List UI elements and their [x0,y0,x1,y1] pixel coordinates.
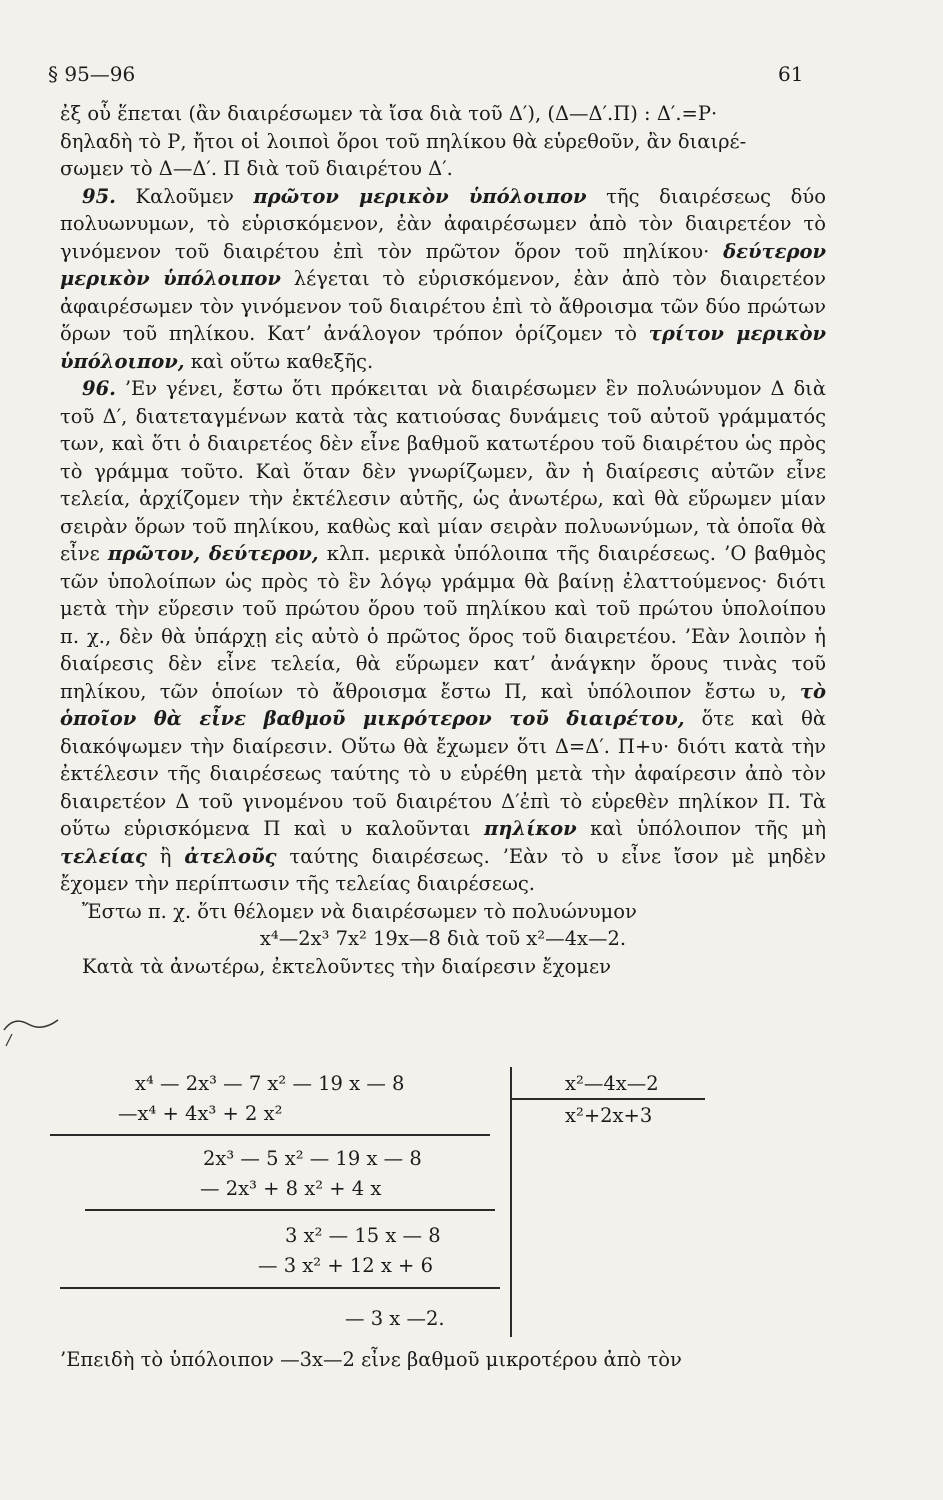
section-96-text-4: καὶ ὑπόλοιπον τῆς μὴ [576,817,826,840]
section-95-number: 95. [82,184,116,208]
subtract-2: — 2x³ + 8 x² + 4 x [200,1177,382,1200]
intro-line-1: ἐξ οὗ ἕπεται (ἂν διαιρέσωμεν τὰ ἴσα διὰ τοῦ Δ′), (Δ—Δ′.Π) : Δ′.=Ρ· [60,102,718,125]
section-95-text-1: Καλοῦμεν [115,184,254,208]
term-third-partial-remainder: τρίτον μερικὸν ὑπόλοιπον, [60,322,826,373]
remainder-3: — 3 x —2. [345,1307,445,1330]
remainder-2: 3 x² — 15 x — 8 [285,1224,441,1247]
divisor: x²—4x—2 [565,1072,659,1095]
section-96-number: 96. [82,377,116,400]
section-96-text-5: ἢ [146,844,185,868]
section-header: § 95—96 [48,62,136,86]
dividend: x⁴ — 2x³ — 7 x² — 19 x — 8 [135,1072,405,1095]
section-95-text-3: λέγεται τὸ εὑρισκόμενον, ἐὰν ἀπὸ τὸν διαιρετέον ἀφαιρέσωμεν τὸν γινόμενον τοῦ διαιρέτου ἐπὶ τὸ ἄθροισμα τῶν δύο πρώτων ὅρων τοῦ πηλίκου. Κατ’ ἀνάλογον τρόπον ὁρίζομεν τὸ [60,267,826,345]
section-95-text-4: καὶ οὕτω καθεξῆς. [184,349,374,373]
term-second-partial-remainder: δεύτερον μερικὸν ὑπόλοιπον [60,239,826,290]
page-number: 61 [778,62,804,86]
section-96-text-2: κλπ. μερικὰ ὑπόλοιπα τῆς διαιρέσεως. ’Ο βαθμὸς τῶν ὑπολοίπων ὡς πρὸς τὸ ἓν λόγῳ γράμμα θὰ βαίνῃ ἐλαττούμενος· διότι μετὰ τὴν εὕρεσιν τοῦ πρώτου ὅρου τοῦ πηλίκου καὶ τοῦ πρώτου ὑπολοίπου π. χ., δὲν θὰ ὑπάρχῃ εἰς αὐτὸ ὁ πρῶτος ὅρος τοῦ διαιρετέου. ’Εὰν λοιπὸν ἡ διαίρεσις δὲν εἶνε τελεία, θὰ εὕρωμεν κατ’ ἀνάγκην ὅρους τινὰς τοῦ πηλίκου, τῶν ὁποίων τὸ ἄθροισμα ἔστω Π, καὶ ὑπόλοιπον ἔστω υ, [60,542,827,703]
example-intro: Ἔστω π. χ. ὅτι θέλομεν νὰ διαιρέσωμεν τὸ πολυώνυμον [82,899,637,923]
section-95-text-2: τῆς διαιρέσεως δύο πολυωνυμων, τὸ εὑρισκόμενον, ἐὰν ἀφαιρέσωμεν ἀπὸ τὸν διαιρετέον τὸ γινόμενον τοῦ διαιρέτου ἐπὶ τὸν πρῶτον ὅρον τοῦ πηλίκου· [60,184,826,263]
example-procedure: Κατὰ τὰ ἀνωτέρω, ἐκτελοῦντες τὴν διαίρεσιν ἔχομεν [82,954,611,978]
section-96-text-1: ’Εν γένει, ἔστω ὅτι πρόκειται νὰ διαιρέσωμεν ἓν πολυώνυμον Δ διὰ τοῦ Δ′, διατεταγμένων κατὰ τὰς κατιούσας δυνάμεις τοῦ αὐτοῦ γράμματός των, καὶ ὅτι ὁ διαιρετέος δὲν εἶνε βαθμοῦ κατωτέρου τοῦ διαιρέτου ὡς πρὸς τὸ γράμμα τοῦτο. Καὶ ὅταν δὲν γνωρίζωμεν, ἂν ἡ διαίρεσις αὐτῶν εἶνε τελεία, ἀρχίζομεν τὴν ἐκτέλεσιν αὐτῆς, ὡς ἀνωτέρω, καὶ θὰ εὕρωμεν μίαν σειρὰν ὅρων τοῦ πηλίκου, καθὼς καὶ μίαν σειρὰν πολυωνύμων, τὰ ὁποῖα θὰ εἶνε [60,377,826,565]
section-95 [60,183,826,376]
pencil-margin-mark-icon [0,1010,60,1050]
subtract-3: — 3 x² + 12 x + 6 [258,1254,434,1277]
long-division [0,1062,943,1362]
intro-line-3: σωμεν τὸ Δ—Δ′. Π διὰ τοῦ διαιρέτου Δ′. [60,157,453,180]
example-polynomial: x⁴—2x³ 7x² 19x—8 διὰ τοῦ x²—4x—2. [259,927,627,950]
term-quotient: πηλίκον [483,817,577,840]
rule-2 [85,1209,495,1211]
final-line: ’Επειδὴ τὸ ὑπόλοιπον —3x—2 εἶνε βαθμοῦ μικροτέρου ἀπὸ τὸν [60,1348,682,1371]
term-complete: τελείας [60,844,147,868]
section-96 [60,375,826,898]
term-first-partial-remainder: πρῶτον μερικὸν ὑπόλοιπον [253,184,587,208]
term-incomplete: ἀτελοῦς [184,844,277,868]
body-text [60,100,826,980]
rule-3 [60,1287,500,1289]
subtract-1: —x⁴ + 4x³ + 2 x² [118,1102,283,1125]
term-first-second: πρῶτον, δεύτερον, [107,542,319,565]
intro-line-2: δηλαδὴ τὸ Ρ, ἤτοι οἱ λοιποὶ ὅροι τοῦ πηλίκου θὰ εὑρεθοῦν, ἂν διαιρέ- [60,129,747,153]
remainder-1: 2x³ — 5 x² — 19 x — 8 [203,1147,422,1170]
divisor-rule [510,1098,705,1100]
division-bar [510,1067,512,1337]
rule-1 [50,1134,490,1136]
term-lower-degree: τὸ ὁποῖον θὰ εἶνε βαθμοῦ μικρότερον τοῦ διαιρέτου, [60,679,826,730]
section-96-text-3: ὅτε καὶ θὰ διακόψωμεν τὴν διαίρεσιν. Οὕτω θὰ ἔχωμεν ὅτι Δ=Δ′. Π+υ· διότι κατὰ τὴν ἐκτέλεσιν τῆς διαιρέσεως ταύτης τὸ υ εὑρέθη μετὰ τὴν ἀφαίρεσιν ἀπὸ τὸν διαιρετέον Δ τοῦ γινομένου τοῦ διαιρέτου Δ′ἐπὶ τὸ εὑρεθὲν πηλίκον Π. Τὰ οὕτω εὑρισκόμενα Π καὶ υ καλοῦνται [60,707,826,840]
section-96-text-6: ταύτης διαιρέσεως. ’Εὰν τὸ υ εἶνε ἴσον μὲ μηδὲν ἔχομεν τὴν περίπτωσιν τῆς τελείας διαιρέσεως. [60,844,826,895]
quotient: x²+2x+3 [565,1104,653,1127]
